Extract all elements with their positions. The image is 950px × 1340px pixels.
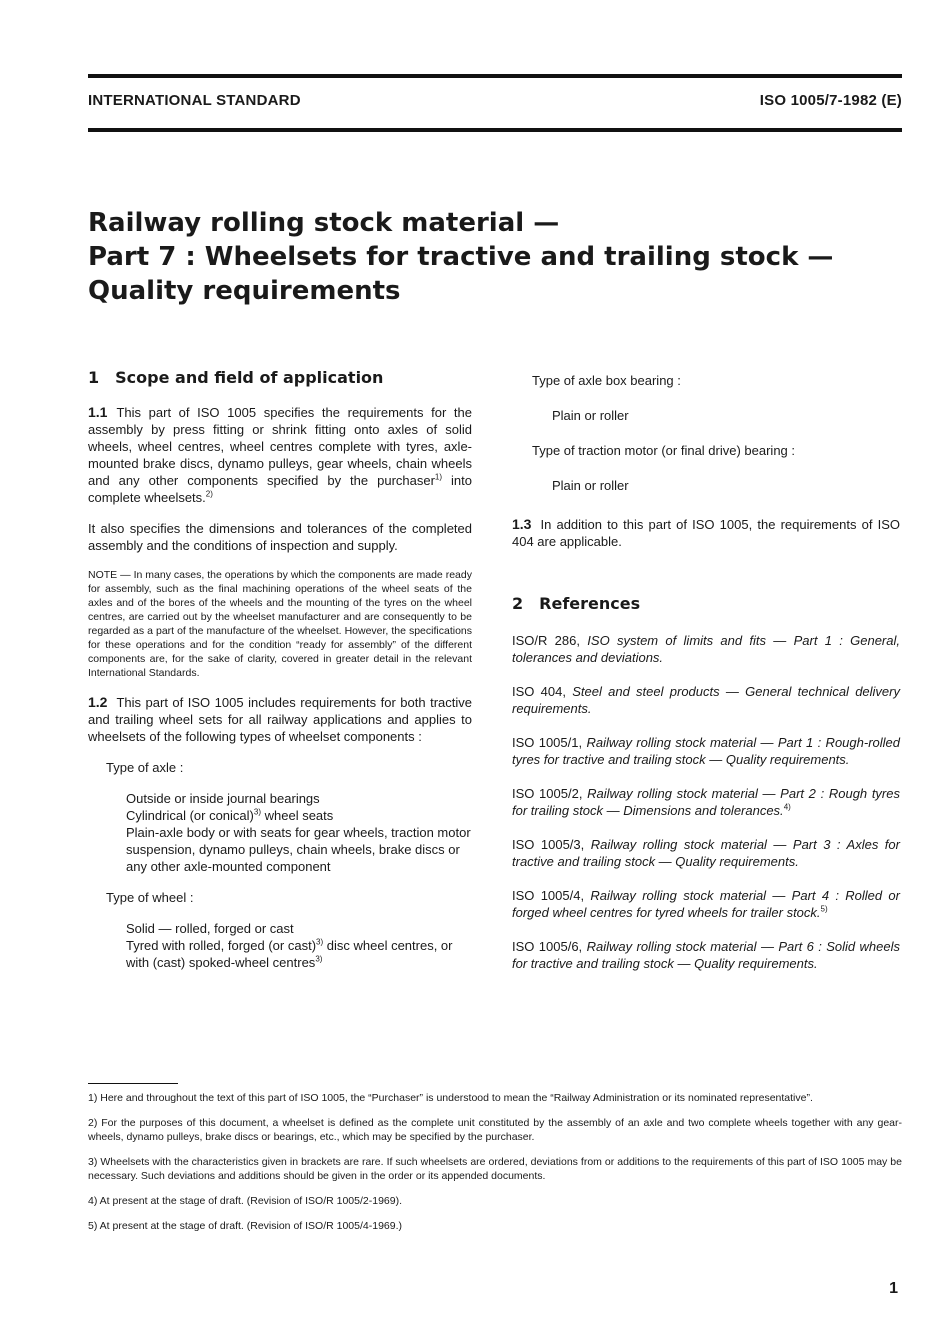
footnote: 4) At present at the stage of draft. (Revision of ISO/R 1005/2-1969). <box>88 1195 403 1207</box>
list-item: Outside or inside journal bearings <box>126 791 320 806</box>
reference-item: ISO/R 286, ISO system of limits and fits — Part 1 : General, tolerances and deviations. <box>512 633 900 665</box>
clause-1-2: 1.2 This part of ISO 1005 includes requirements for both tractive and trailing wheel sets for all railway applications and applies to wheelsets of the following types of wheelset components : <box>88 694 472 744</box>
header-right: ISO 1005/7-1982 (E) <box>759 92 902 109</box>
clause-1-1-para-2: It also specifies the dimensions and tolerances of the completed assembly and the conditions of inspection and supply. <box>88 521 472 553</box>
traction-motor-bearing-label: Type of traction motor (or final drive) bearing : <box>532 443 796 458</box>
axle-type-label: Type of axle : <box>106 760 184 775</box>
axle-box-bearing-label: Type of axle box bearing : <box>532 373 681 388</box>
reference-item: ISO 1005/1, Railway rolling stock material — Part 1 : Rough-rolled tyres for tractive and trailing stock — Quality requirements. <box>512 735 900 767</box>
title-line-1: Railway rolling stock material — <box>88 208 560 238</box>
reference-item: ISO 1005/2, Railway rolling stock material — Part 2 : Rough tyres for trailing stock — Dimensions and tolerances.$^{4)}$ <box>512 786 900 818</box>
list-item: Cylindrical (or conical)$^{3)}$ wheel seats <box>126 807 334 823</box>
footnote: 3) Wheelsets with the characteristics given in brackets are rare. If such wheelsets are ordered, deviations from or additions to the requirements of this part of ISO 1005 may be necessary. Such deviations and additions should be given in the order or its appended documents. <box>88 1156 902 1182</box>
wheel-type-label: Type of wheel : <box>106 890 194 905</box>
document-title <box>88 206 908 308</box>
reference-item: ISO 1005/6, Railway rolling stock material — Part 6 : Solid wheels for tractive and trailing stock — Quality requirements. <box>512 939 900 971</box>
title-line-3: Quality requirements <box>88 276 401 306</box>
reference-item: ISO 404, Steel and steel products — General technical delivery requirements. <box>512 684 900 716</box>
header-bottom-rule <box>88 128 902 132</box>
traction-motor-bearing-value: Plain or roller <box>552 478 629 493</box>
footnote: 1) Here and throughout the text of this part of ISO 1005, the “Purchaser” is understood to mean the “Railway Administration or its nominated representative”. <box>88 1092 813 1104</box>
top-rule <box>88 74 902 78</box>
footnotes <box>88 1091 902 1244</box>
header-left: INTERNATIONAL STANDARD <box>88 92 301 109</box>
section-2-heading: 2 References <box>512 594 641 613</box>
wheel-type-list <box>88 920 472 971</box>
list-item: Solid — rolled, forged or cast <box>126 921 294 936</box>
clause-1-3: 1.3 In addition to this part of ISO 1005, the requirements of ISO 404 are applicable. <box>512 516 900 549</box>
note: NOTE — In many cases, the operations by which the components are made ready for assembly, such as the final machining operations of the wheel seats of the axles and of the bores of the wheels and the mounting of the tyres on the wheel centres, are carried out by the wheelset manufacturer and are consequently to be regarded as a part of the manufacture of the wheelset. However, the specifications for these operations and for the condition “ready for assembly” of the different components are, for the sake of clarity, covered in greater detail in the relevant International Standards. <box>88 569 472 679</box>
reference-item: ISO 1005/3, Railway rolling stock material — Part 3 : Axles for tractive and trailing stock — Quality requirements. <box>512 837 900 869</box>
footnote: 2) For the purposes of this document, a wheelset is defined as the complete unit constituted by the assembly of an axle and two complete wheels together with any gear-wheels, dynamo pulleys, brake discs or bearings, etc., which may be specified by the purchaser. <box>88 1117 902 1143</box>
list-item: Plain-axle body or with seats for gear wheels, traction motor suspension, dynamo pulleys, chain wheels, brake discs or any other axle-mounted component <box>126 825 471 874</box>
section-1-heading: 1 Scope and field of application <box>88 368 384 387</box>
right-column <box>512 372 900 989</box>
footnote: 5) At present at the stage of draft. (Revision of ISO/R 1005/4-1969.) <box>88 1220 403 1232</box>
footnote-rule <box>88 1083 178 1084</box>
axle-type-list <box>88 790 472 875</box>
clause-1-1: 1.1 This part of ISO 1005 specifies the requirements for the assembly by press fitting or shrink fitting onto axles of solid wheels, wheel centres, wheel centres complete with tyres, axle-mounted brake discs, dynamo pulleys, gear wheels, chain wheels and any other components specified by the purchaser$^{1)}$ into complete wheelsets.$^{2)}$ <box>88 404 472 505</box>
page-number: 1 <box>889 1280 898 1297</box>
list-item: Tyred with rolled, forged (or cast)$^{3)}$ disc wheel centres, or with (cast) spoked-wheel centres$^{3)}$ <box>126 937 453 970</box>
axle-box-bearing-value: Plain or roller <box>552 408 629 423</box>
title-line-2: Part 7 : Wheelsets for tractive and trailing stock — <box>88 242 834 272</box>
left-column <box>88 368 472 985</box>
reference-item: ISO 1005/4, Railway rolling stock material — Part 4 : Rolled or forged wheel centres for tyred wheels for trailer stock.$^{5)}$ <box>512 888 900 920</box>
